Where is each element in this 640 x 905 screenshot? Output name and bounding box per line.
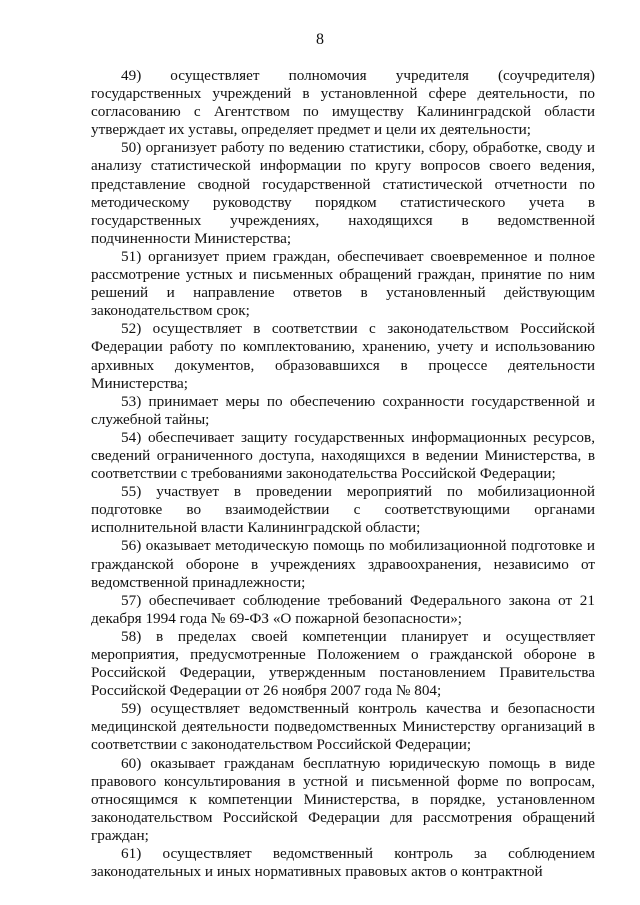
paragraph-53: 53) принимает меры по обеспечению сохранности государственной и служебной тайны; [91, 392, 595, 428]
paragraph-57: 57) обеспечивает соблюдение требований Федерального закона от 21 декабря 1994 года № 69-ФЗ «О пожарной безопасности»; [91, 591, 595, 627]
paragraph-59: 59) осуществляет ведомственный контроль качества и безопасности медицинской деятельности подведомственных Министерству организаций в соответствии с законодательством Российской Федерации; [91, 700, 595, 754]
paragraph-54: 54) обеспечивает защиту государственных информационных ресурсов, сведений ограниченного доступа, находящихся в ведении Министерства, в соответствии с требованиями законодательства Российской Федерации; [91, 428, 595, 483]
paragraph-61: 61) осуществляет ведомственный контроль за соблюдением законодательных и иных нормативных правовых актов о контрактной [91, 845, 595, 881]
paragraph-52: 52) осуществляет в соответствии с законодательством Российской Федерации работу по комплектованию, хранению, учету и использованию архивных документов, образовавшихся в процессе деятельности Министерства; [91, 320, 595, 392]
paragraph-50: 50) организует работу по ведению статистики, сбору, обработке, своду и анализу статистической информации по кругу вопросов своего ведения, представление сводной государственной статистической отчетности по методическому руководству порядком статистического учета в государственных учреждениях, находящихся в ведомственной подчиненности Министерства; [91, 139, 595, 247]
paragraph-58: 58) в пределах своей компетенции планирует и осуществляет мероприятия, предусмотренные Положением о гражданской обороне в Российской Федерации, утвержденным постановлением Правительства Российской Федерации от 26 ноября 2007 года № 804; [91, 627, 595, 700]
page-number: 8 [316, 31, 324, 48]
paragraph-56: 56) оказывает методическую помощь по мобилизационной подготовке и гражданской обороне в учреждениях здравоохранения, независимо от ведомственной принадлежности; [91, 537, 595, 591]
document-body [91, 67, 595, 881]
paragraph-60: 60) оказывает гражданам бесплатную юридическую помощь в виде правового консультирования в устной и письменной форме по вопросам, относящимся к компетенции Министерства, в порядке, установленном законодательством Российской Федерации для рассмотрения обращений граждан; [91, 754, 595, 844]
paragraph-51: 51) организует прием граждан, обеспечивает своевременное и полное рассмотрение устных и письменных обращений граждан, принятие по ним решений и направление ответов в установленный действующим законодательством срок; [91, 247, 595, 320]
paragraph-55: 55) участвует в проведении мероприятий по мобилизационной подготовке во взаимодействии с соответствующими органами исполнительной власти Калининградской области; [91, 483, 595, 537]
paragraph-49: 49) осуществляет полномочия учредителя (соучредителя) государственных учреждений в установленной сфере деятельности, по согласованию с Агентством по имуществу Калининградской области утверждает их уставы, определяет предмет и цели их деятельности; [91, 67, 595, 139]
